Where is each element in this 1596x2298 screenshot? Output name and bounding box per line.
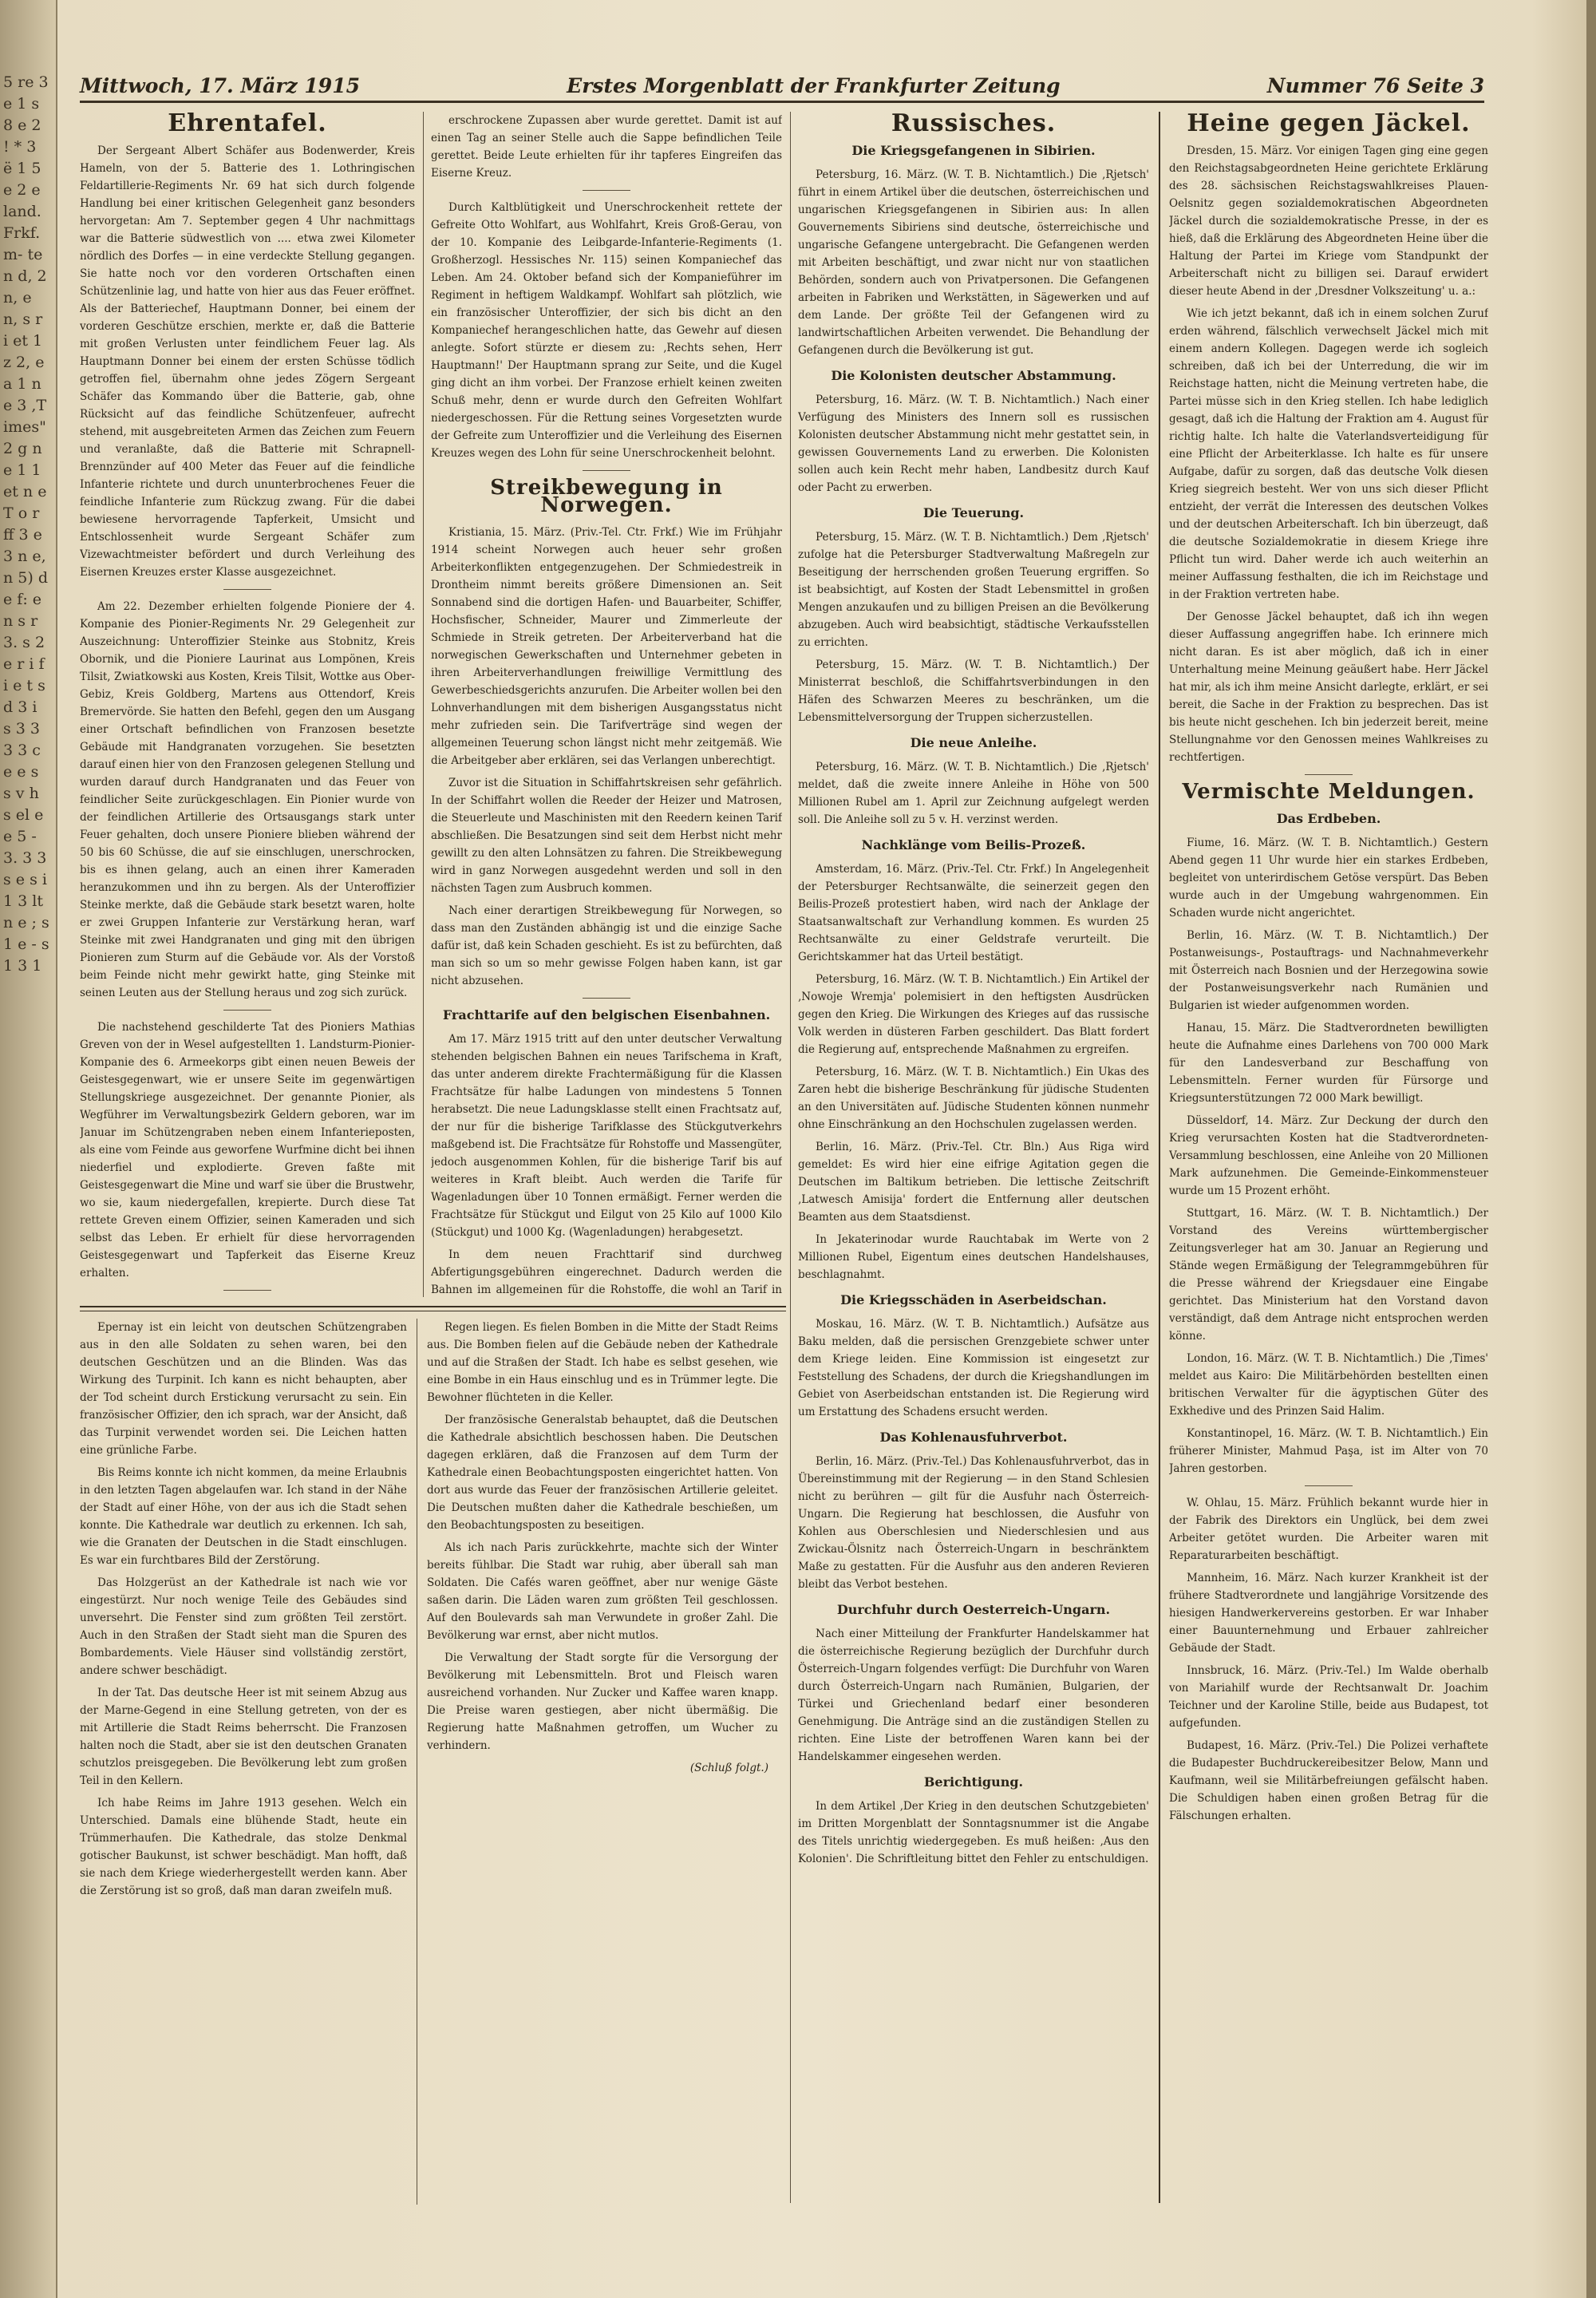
article-paragraph: Fiume, 16. März. (W. T. B. Nichtamtlich.) Gestern Abend gegen 11 Uhr wurde hier ein starkes Erdbeben, begleitet von unterirdischem Getöse verspürt. Das Beben wurde auch in der Umgebung wahrgenommen. Ein Schaden wurde nicht angerichtet. [1169,837,1488,920]
russisches-title: Russisches. [891,112,1057,137]
section-heading: Das Erdbeben. [1276,811,1381,826]
article-paragraph: London, 16. März. (W. T. B. Nichtamtlich.) Die ‚Times' meldet aus Kairo: Die Militärbehörden bestellten einen britischen Verwalter für die ägyptischen Güter des Exkhedive und des Prinzen Said Halim. [1169,1352,1488,1418]
article-paragraph: Der französische Generalstab behauptet, daß die Deutschen die Kathedrale absichtlich beschossen haben. Die Deutschen dagegen erklären, daß die Franzosen auf dem Turm der Kathedrale einen Beobachtungsposten eingerichtet hatten. Von dort aus wurde das Feuer der französischen Artillerie geleitet. Die Deutschen mußten daher die Kathedrale beschießen, um den Beobachtungsposten zu beseitigen. [427,1414,778,1532]
article-paragraph: Nach einer derartigen Streikbewegung für Norwegen, so dass man den Zuständen abhängig ist und die einzige Sache dafür ist, daß kein Schaden geschieht. Es ist zu befürchten, daß man sich so um so mehr gewisse Folgen haben kann, ist gar nicht abzusehen. [431,904,782,987]
article-paragraph: In der Tat. Das deutsche Heer ist mit seinem Abzug aus der Marne-Gegend in eine Stellung getreten, von der es mit Artillerie die Stadt Reims beherrscht. Die Franzosen halten noch die Stadt, aber sie ist den deutschen Granaten schutzlos preisgegeben. Die Bevölkerung lebt zum großen Teil in den Kellern. [80,1687,407,1787]
article-paragraph: In Jekaterinodar wurde Rauchtabak im Werte von 2 Millionen Rubel, Eigentum eines deutschen Handelshauses, beschlagnahmt. [798,1233,1149,1281]
article-paragraph: Die nachstehend geschilderte Tat des Pioniers Mathias Greven von der in Wesel aufgestellten 1. Landsturm-Pionier-Kompanie des 6. Armeekorps gibt einen neuen Beweis der Geistesgegenwart, wie er unsere Seite im gegenwärtigen Stellungskriege ausgezeichnet. Der genannte Pionier, als Wegführer im Verwaltungsbezirk Geldern geboren, war im Januar im Schützengraben neben einem Infanterieposten, als eine vom Feinde aus geworfene Wurfmine dicht bei ihnen niederfiel und explodierte. Greven faßte mit Geistesgegenwart die Mine und warf sie über die Brustwehr, wo sie, kaum niedergefallen, krepierte. Durch diese Tat rettete Greven einem Offizier, seinen Kameraden und sich selbst das Leben. Er erhielt für diese hervorragenden Geistesgegenwart und Tapferkeit das Eiserne Kreuz erhalten. [80,1021,415,1280]
article-paragraph: Berlin, 16. März. (Priv.-Tel. Ctr. Bln.) Aus Riga wird gemeldet: Es wird hier eine eifrige Agitation gegen die Deutschen im Baltikum betrieben. Die lettische Zeitschrift ‚Latwesch Amisija' fordert die Entfernung aller deutschen Beamten aus dem Staatsdienst. [798,1141,1149,1224]
article-paragraph: Düsseldorf, 14. März. Zur Deckung der durch den Krieg verursachten Kosten hat die Stadtverordneten-Versammlung beschlossen, eine Anleihe von 20 Millionen Mark aufzunehmen. Die Gemeinde-Einkommensteuer wurde um 15 Prozent erhöht. [1169,1114,1488,1197]
page-header [80,67,1484,103]
article-paragraph: Hanau, 15. März. Die Stadtverordneten bewilligten heute die Aufnahme eines Darlehens von 700 000 Mark für den Landesverband zur Beschaffung von Lebensmitteln. Ferner wurden für Fürsorge und Kriegsunterstützungen 72 000 Mark bewilligt. [1169,1022,1488,1105]
article-paragraph: Bis Reims konnte ich nicht kommen, da meine Erlaubnis in den letzten Tagen abgelaufen war. Ich stand in der Nähe der Stadt auf einer Höhe, von der aus ich die Stadt sehen konnte. Die Kathedrale war deutlich zu erkennen. Ich sah, wie die Granaten der Deutschen in die Stadt einschlugen. Es war ein furchtbares Bild der Zerstörung. [80,1466,407,1567]
header-number: Nummer 76 Seite 3 [1266,74,1484,97]
page-edge [1586,0,1596,2298]
article-paragraph: Kristiania, 15. März. (Priv.-Tel. Ctr. Frkf.) Wie im Frühjahr 1914 scheint Norwegen auch heuer sehr großen Arbeiterkonflikten entgegenzugehen. Der Schmiedestreik in Drontheim nimmt bereits größere Dimensionen an. Seit Sonnabend sind die dortigen Hafen- und Bauarbeiter, Schiffer, Hochsfischer, Schneider, Maurer und Zimmerleute der Schmiede in Streik getreten. Der Arbeiterverband hat die norwegischen Gewerkschaften und Unternehmer gebeten in ihren Arbeiterverhandlungen freiwillige Vermittlung des Gewerbeschiedsgerichts anzurufen. Die Arbeiter wollen bei den Lohnverhandlungen mit dem bisherigen Ausgangsstatus nicht mehr zufrieden sein. Die Tarifverträge sind wegen der allgemeinen Teuerung schon längst nicht mehr zeitgemäß. Wie die Arbeitgeber aber erklären, sei das Verlangen unberechtigt. [431,526,782,767]
article-paragraph: Am 22. Dezember erhielten folgende Pioniere der 4. Kompanie des Pionier-Regiments Nr. 29 Gelegenheit zur Auszeichnung: Unteroffizier Steinke aus Stobnitz, Kreis Obornik, und die Pioniere Laurinat aus Lompönen, Kreis Tilsit, Zwiatkowski aus Kosten, Kreis Tilsit, Wottke aus Ober-Gebiz, Kreis Goldberg, Martens aus Ottendorf, Kreis Bremervörde. Sie hatten den Befehl, gegen den um Ausgang einer Ortschaft befindlichen von Franzosen besetzte Gebäude mit Handgranaten vorzugehen. Sie besetzten darauf einen hier von den Franzosen gelegenen Stellung und wurden darauf durch Handgranaten und das Feuer von feindlicher Seite zurückgeschlagen. Ein Pionier wurde von der feindlichen Artillerie des Ortsausgangs stark unter Feuer gehalten, doch unsere Pioniere blieben während der 50 bis 60 Schüsse, die auf sie einschlugen, unerschrocken, bis es ihnen gelang, auch an einen ihrer Kameraden heranzukommen und ihn zu bergen. Als der Unteroffizier Steinke merkte, daß die Gebäude stark besetzt waren, holte er zwei Gruppen Infanterie zur Verstärkung heran, warf Steinke mit zwei Handgranaten und ging mit den übrigen Pionieren zum Sturm auf die Gebäude vor. Als der Vorstoß beim Feinde nicht mehr gewirkt hatte, ging Steinke mit seinen Leuten aus der Stellung heraus und zog sich zurück. [80,600,415,999]
header-edition: Erstes Morgenblatt der Frankfurter Zeitung [567,74,1061,97]
column-russisches [798,112,1149,2203]
article-paragraph: Zuvor ist die Situation in Schiffahrtskreisen sehr gefährlich. In der Schiffahrt wollen die Reeder der Heizer und Matrosen, die Steuerleute und Maschinisten mit den Reedern keinen Tarif abschließen. Die Besatzungen sind seit dem Herbst nicht mehr gewillt zu den alten Lohnsätzen zu fahren. Die Streikbewegung wird in ganz Norwegen ausgedehnt werden und soll in den nächsten Tagen zum Ausbruch kommen. [431,777,782,895]
section-heading: Berichtigung. [923,1774,1024,1790]
article-paragraph: Epernay ist ein leicht von deutschen Schützengraben aus in den alle Soldaten zu sehen waren, bei den deutschen Geschützen und an die Blinden. Was das Wirkung des Turpinit. Ich kann es nicht behaupten, aber der Tod scheint durch Erstickung verursacht zu sein. Ein französischer Offizier, den ich sprach, war der Ansicht, daß das Turpinit verwendet worden sei. Die Leichen hatten eine grünliche Farbe. [80,1321,407,1457]
heine-title: Heine gegen Jäckel. [1187,112,1471,137]
article-paragraph: Durch Kaltblütigkeit und Unerschrockenheit rettete der Gefreite Otto Wohlfart, aus Wohlfahrt, Kreis Groß-Gerau, von der 10. Kompanie des Leibgarde-Infanterie-Regiments (1. Großherzogl. Hessisches Nr. 115) seinen Kompaniechef das Leben. Am 24. Oktober befand sich der Kompanieführer im Regiment in heftigem Waldkampf. Wohlfart sah plötzlich, wie ein französischer Unteroffizier, der sich bis dicht an den Kompaniechef herangeschlichen hatte, das Gewehr auf diesen anlegte. Sofort stürzte er diesem zu: ‚Rechts sehen, Herr Hauptmann!' Der Hauptmann sprang zur Seite, und die Kugel ging dicht an ihm vorbei. Der Franzose erhielt keinen zweiten Schuß mehr, denn er wurde durch den Gefreiten Wohlfart niedergeschossen. Für die Rettung seines Vorgesetzten wurde der Gefreite zum Unteroffizier und die Verleihung des Eisernen Kreuzes wegen des Lohn für seine Unerschrockenheit belohnt. [431,201,782,460]
article-paragraph: Moskau, 16. März. (W. T. B. Nichtamtlich.) Aufsätze aus Baku melden, daß die persischen Grenzgebiete schwer unter dem Kriege leiden. Eine Kommission ist eingesetzt zur Feststellung des Schadens, der durch die Kriegshandlungen im Gebiet von Aserbeidschan entstanden ist. Die Regierung wird um Erstattung des Schadens ersucht werden. [798,1318,1149,1418]
article-paragraph: Der Genosse Jäckel behauptet, daß ich ihn wegen dieser Auffassung angegriffen habe. Ich erinnere mich nicht daran. Es ist aber möglich, daß ich in einer Unterhaltung meine Meinung geäußert habe. Herr Jäckel hat mir, als ich ihm meine Ansicht darlegte, erklärt, er sei bereit, die Sache in der Fraktion zu besprechen. Das ist bis heute nicht geschehen. Ich bin jederzeit bereit, meine Stellungnahme vor den Genossen meines Wahlkreises zu rechtfertigen. [1169,611,1488,764]
column-rule [790,112,791,2203]
continuation-note: (Schluß folgt.) [689,1762,768,1774]
article-paragraph: Nach einer Mitteilung der Frankfurter Handelskammer hat die österreichische Regierung bezüglich der Durchfuhr durch Österreich-Ungarn folgendes verfügt: Die Durchfuhr von Waren durch Österreich-Ungarn nach Rumänien, Bulgarien, der Türkei und Griechenland bedarf einer besonderen Genehmigung. Die Anträge sind an die zuständigen Stellen zu richten. Eine Liste der betroffenen Waren kann bei der Handelskammer eingesehen werden. [798,1628,1149,1763]
separator [1305,774,1353,775]
separator [223,1290,271,1291]
article-paragraph: Budapest, 16. März. (Priv.-Tel.) Die Polizei verhaftete die Budapester Buchdruckereibesitzer Below, Mann und Kaufmann, weil sie Militärbefreiungen gefälscht haben. Die Schuldigen haben einen großen Betrag für die Fälschungen erhalten. [1169,1739,1488,1822]
binding-strip [0,0,57,2298]
frachttarife-title: Frachttarife auf den belgischen Eisenbahnen. [442,1007,771,1022]
section-heading: Die neue Anleihe. [910,735,1037,750]
article-paragraph: Berlin, 16. März. (W. T. B. Nichtamtlich.) Der Postanweisungs-, Postauftrags- und Nachnahmeverkehr mit Österreich nach Bosnien und der Herzegowina sowie der Postanweisungsverkehr nach Rumänien und Bulgarien ist wieder aufgenommen worden. [1169,929,1488,1012]
ehrentafel-title: Ehrentafel. [168,112,327,137]
streik-title: Streikbewegung in Norwegen. [490,476,723,517]
article-paragraph: W. Ohlau, 15. März. Frühlich bekannt wurde hier in der Fabrik des Direktors ein Unglück, bei dem zwei Arbeiter getötet wurden. Die Arbeiter waren mit Reparaturarbeiten beschäftigt. [1169,1497,1488,1562]
column-rule [423,112,424,1297]
article-paragraph: Regen liegen. Es fielen Bomben in die Mitte der Stadt Reims aus. Die Bomben fielen auf die Gebäude neben der Kathedrale und auf die Straßen der Stadt. Ich habe es selbst gesehen, wie eine Bombe in ein Haus einschlug und es in Trümmer legte. Die Bewohner flüchteten in die Keller. [427,1321,778,1404]
article-paragraph: erschrockene Zupassen aber wurde gerettet. Damit ist auf einen Tag an seiner Stelle auch die Sappe befindlichen Teile gerettet. Beide Leute erhielten für ihr tapferes Eingreifen das Eiserne Kreuz. [431,114,782,180]
article-paragraph: Petersburg, 15. März. (W. T. B. Nichtamtlich.) Der Ministerrat beschloß, die Schiffahrtsverbindungen in den Häfen des Schwarzen Meeres zu beschränken, um die Lebensmittelversorgung der Truppen sicherzustellen. [798,659,1149,724]
header-date: Mittwoch, 17. März 1915 [80,74,360,97]
article-paragraph: Konstantinopel, 16. März. (W. T. B. Nichtamtlich.) Ein früherer Minister, Mahmud Paşa, ist im Alter von 70 Jahren gestorben. [1169,1427,1488,1475]
article-paragraph: Petersburg, 16. März. (W. T. B. Nichtamtlich.) Ein Artikel der ‚Nowoje Wremja' polemisiert in den heftigsten Ausdrücken gegen den Krieg. Die Wirkungen des Krieges auf das russische Volk werden in düsteren Farben geschildert. Das Blatt fordert die Regierung auf, entsprechende Maßnahmen zu ergreifen. [798,973,1149,1056]
article-paragraph: Dresden, 15. März. Vor einigen Tagen ging eine gegen den Reichstagsabgeordneten Heine gerichtete Erklärung des 28. sächsischen Reichstagswahlkreises Plauen-Oelsnitz gegen sozialdemokratischen Abgeordneten Jäckel durch die sozialdemokratische Presse, in der es hieß, daß die Erklärung des Abgeordneten Heine über die Haltung der Partei im Kriege vom Standpunkt der Arbeiterschaft nicht zu billigen sei. Darauf erwidert dieser heute Abend in der ‚Dresdner Volkszeitung' u. a.: [1169,144,1488,298]
column-heine [1169,112,1488,2203]
column-streik [431,112,782,1297]
separator [223,589,271,590]
article-paragraph: Petersburg, 16. März. (W. T. B. Nichtamtlich.) Ein Ukas des Zaren hebt die bisherige Beschränkung für jüdische Studenten an den Universitäten auf. Jüdische Studenten können nunmehr ohne Einschränkung an den Hochschulen zugelassen werden. [798,1066,1149,1131]
section-heading: Das Kohlenausfuhrverbot. [879,1430,1068,1445]
feuilleton-left [80,1319,407,2205]
section-heading: Die Kriegsgefangenen in Sibirien. [851,143,1096,158]
section-heading: Durchfuhr durch Oesterreich-Ungarn. [836,1602,1111,1617]
article-paragraph: Mannheim, 16. März. Nach kurzer Krankheit ist der frühere Stadtverordnete und langjährige Vorsitzende des hiesigen Handwerkervereins gestorben. Er war Inhaber einer Bauunternehmung und Erbauer zahlreicher Gebäude der Stadt. [1169,1572,1488,1655]
feuilleton-right [427,1319,778,2205]
article-paragraph: In dem neuen Frachttarif sind durchweg Abfertigungsgebühren eingerechnet. Dadurch werden die Bahnen im allgemeinen für die Rohstoffe, die wohl an Tarif in [431,1248,782,1296]
article-paragraph: Ich habe Reims im Jahre 1913 gesehen. Welch ein Unterschied. Damals eine blühende Stadt, heute ein Trümmerhaufen. Die Kathedrale, das stolze Denkmal gotischer Baukunst, ist schwer beschädigt. Man hofft, daß sie nach dem Kriege wiederhergestellt werden kann. Aber die Zerstörung ist so groß, daß man daran zweifeln muß. [80,1797,407,1897]
article-paragraph: Berlin, 16. März. (Priv.-Tel.) Das Kohlenausfuhrverbot, das in Übereinstimmung mit der Regierung — in den Stand Schlesien nicht zu berühren — gilt für die Ausfuhr nach Österreich-Ungarn. Die Regierung hat beschlossen, die Ausfuhr von Kohlen aus Oberschlesien und Niederschlesien und aus Zwickau-Ölsnitz nach Österreich-Ungarn in beschränktem Maße zu gestatten. Für die Ausfuhr aus den anderen Revieren bleibt das Verbot bestehen. [798,1455,1149,1591]
article-paragraph: Petersburg, 16. März. (W. T. B. Nichtamtlich.) Nach einer Verfügung des Ministers des Innern soll es russischen Kolonisten deutscher Abstammung nicht mehr gestattet sein, in gewissen Gouvernements Land zu erwerben. Die Kolonisten sollen auch kein Recht mehr haben, Landbesitz durch Kauf oder Pacht zu erwerben. [798,394,1149,494]
vermischte-title: Vermischte Meldungen. [1182,780,1476,804]
section-heading: Die Teuerung. [922,505,1025,520]
article-paragraph: Die Verwaltung der Stadt sorgte für die Versorgung der Bevölkerung mit Lebensmitteln. Brot und Fleisch waren ausreichend vorhanden. Nur Zucker und Kaffee waren knapp. Die Preise waren gestiegen, aber nicht übermäßig. Die Regierung hatte Maßnahmen getroffen, um Wucher zu verhindern. [427,1651,778,1752]
article-paragraph: Der Sergeant Albert Schäfer aus Bodenwerder, Kreis Hameln, von der 5. Batterie des 1. Lothringischen Feldartillerie-Regiments Nr. 69 hat sich durch folgende Handlung bei einer kritischen Gelegenheit ganz besonders hervorgetan: Am 7. September gegen 4 Uhr nachmittags war die Batterie südwestlich von .... etwa zwei Kilometer nördlich des Dorfes — in eine verdeckte Stellung gegangen. Sie hatte noch vor den vorderen Ortschaften einen Schützenlinie lag, und hatte von hier aus das Feuer eröffnet. Als der Batteriechef, Hauptmann Donner, bei einem der vorderen Geschütze erschien, merkte er, daß die Batterie mit großen Verlusten unter feindlichem Feuer lag. Als Hauptmann Donner bei einem der ersten Schüsse tödlich getroffen fiel, übernahm ohne jedes Zögern Sergeant Schäfer das Kommando über die Batterie, gab, ohne Rücksicht auf das feindliche Schützenfeuer, aufrecht stehend, mit ausgebreiteten Armen das Zeichen zum Feuern und veranlaßte, daß die Batterie mit Schrapnell-Brennzünder auf 400 Meter das Feuer auf die feindliche Infanterie richtete und durch ununterbrochenes Feuer die feindliche Infanterie zum Rückzug zwang. Für die dabei bewiesene hervorragende Tapferkeit, Umsicht und Entschlossenheit wurde Sergeant Schäfer zum Vizewachtmeister befördert und durch Verleihung des Eisernen Kreuzes erster Klasse ausgezeichnet. [80,144,415,579]
article-paragraph: In dem Artikel ‚Der Krieg in den deutschen Schutzgebieten' im Dritten Morgenblatt der Sonntagsnummer ist die Angabe des Titels unrichtig wiedergegeben. Es muß heißen: ‚Aus den Kolonien'. Die Schriftleitung bittet den Fehler zu entschuldigen. [798,1800,1149,1865]
article-paragraph: Petersburg, 16. März. (W. T. B. Nichtamtlich.) Die ‚Rjetsch' führt in einem Artikel über die deutschen, österreichischen und ungarischen Kriegsgefangenen in Sibirien aus: In allen Gouvernements Sibiriens sind deutsche, österreichische und ungarische Gefangene untergebracht. Die Gefangenen werden mit Arbeiten beschäftigt, und zwar nicht nur von staatlichen Behörden, sondern auch von Privatpersonen. Die Gefangenen arbeiten in Fabriken und Werkstätten, in Sägewerken und auf dem Lande. Der größte Teil der Gefangenen wird zu landwirtschaftlichen Arbeiten verwendet. Die Behandlung der Gefangenen durch die Bevölkerung ist gut. [798,168,1149,357]
article-paragraph: Petersburg, 15. März. (W. T. B. Nichtamtlich.) Dem ‚Rjetsch' zufolge hat die Petersburger Stadtverwaltung Maßregeln zur Beseitigung der herrschenden großen Teuerung ergriffen. So ist beabsichtigt, auf Kosten der Stadt Lebensmittel in großen Mengen anzukaufen und zu billigen Preisen an die Bevölkerung abzugeben. Auch wird beabsichtigt, städtische Verkaufsstellen zu errichten. [798,531,1149,649]
article-paragraph: Innsbruck, 16. März. (Priv.-Tel.) Im Walde oberhalb von Mariahilf wurde der Rechtsanwalt Dr. Joachim Teichner und der Karoline Stille, beide aus Budapest, tot aufgefunden. [1169,1664,1488,1730]
separator [583,998,630,999]
section-heading: Die Kriegsschäden in Aserbeidschan. [840,1292,1107,1307]
feuilleton-rule [80,1306,786,1307]
column-rule [1159,112,1160,2203]
article-paragraph: Wie ich jetzt bekannt, daß ich in einem solchen Zuruf erden während, fälschlich verwechselt Jäckel mich mit einem andern Kollegen. Dagegen werde ich sogleich schreiben, daß ich bei der Unterredung, die wir im Reichstage hatten, nicht die Meinung vertreten habe, die Partei müsse sich in den Krieg stellen. Ich habe lediglich gesagt, daß ich die Haltung der Fraktion am 4. August für richtig halte. Ich halte die Vaterlandsverteidigung für eine Pflicht der Arbeiterklasse. Ich halte es für unsere Aufgabe, dafür zu sorgen, daß das deutsche Volk diesen Krieg siegreich besteht. Wer von uns sich dieser Pflicht entzieht, der verrät die Interessen des deutschen Volkes und der deutschen Arbeiterschaft. Ich bin überzeugt, daß die deutsche Sozialdemokratie in diesem Kriege ihre Pflicht tun wird. Daher werde ich auch weiterhin an meiner Auffassung festhalten, die ich im Reichstage und in der Fraktion vertreten habe. [1169,307,1488,601]
section-heading: Die Kolonisten deutscher Abstammung. [831,368,1116,383]
article-paragraph: Am 17. März 1915 tritt auf den unter deutscher Verwaltung stehenden belgischen Bahnen ein neues Tarifschema in Kraft, das unter anderem direkte Frachtermäßigung für die Klassen Frachtsätze für halbe Ladungen von mindestens 5 Tonnen herabsetzt. Die neue Ladungsklasse stellt einen Frachtsatz auf, der nur für die bisherige Tarifklasse des Stückgutverkehrs maßgebend ist. Die Frachtsätze für Rohstoffe und Massengüter, jedoch ausgenommen Kohlen, für die bisherige Tarif bis auf weiteres in Kraft bleibt. Auch werden die Tarife für Wagenladungen über 10 Tonnen ermäßigt. Ferner werden die Frachtsätze für Stückgut und Eilgut von 25 Kilo auf 1000 Kilo (Stückgut) und 1000 Kg. (Wagenladungen) herabgesetzt. [431,1033,782,1239]
article-paragraph: Stuttgart, 16. März. (W. T. B. Nichtamtlich.) Der Vorstand des Vereins württembergischer Zeitungsverleger hat am 30. Januar an Regierung und Stände wegen Ermäßigung der Telegrammgebühren für die Presse während der Kriegsdauer eine Eingabe gerichtet. Das Ministerium hat den Vorstand davon verständigt, daß dem Antrage nicht entsprochen werden könne. [1169,1207,1488,1343]
section-heading: Nachklänge vom Beilis-Prozeß. [861,837,1086,852]
article-paragraph: Das Holzgerüst an der Kathedrale ist nach wie vor eingestürzt. Nur noch wenige Teile des Gebäudes sind unversehrt. Die Fenster sind zum größten Teil zerstört. Auch in den Straßen der Stadt sieht man die Spuren des Bombardements. Viele Häuser sind vollständig zerstört, andere schwer beschädigt. [80,1576,407,1677]
binding-fragment-text: 5 re 3 e 1 s 8 e 2 ! * 3 ë 1 5 e 2 e land. Frkf. m- ten d, 2 n, e n, s r i et 1 z 2, e a 1 n e 3 ,Times" 2 g n e 1 1 et n e T o r ff 3 e 3 n e, n 5) de f: e n s r 3. s 2 e r i f i e t s d 3 i s 3 3 3 3 c e e s s v h s el e e 5 - 3. 3 3 s e s i 1 3 lt n e ; s 1 e - s 1 3 1 [3,73,49,975]
separator [583,470,630,471]
article-paragraph: Als ich nach Paris zurückkehrte, machte sich der Winter bereits fühlbar. Die Stadt war ruhig, aber überall sah man Soldaten. Die Cafés waren geöffnet, aber nur wenige Gäste saßen darin. Die Läden waren zum größten Teil geschlossen. Auf den Boulevards sah man Verwundete in großer Zahl. Die Bevölkerung war ernst, aber nicht mutlos. [427,1541,778,1642]
separator [583,190,630,191]
separator [223,1010,271,1011]
separator [1305,1485,1353,1486]
article-paragraph: Petersburg, 16. März. (W. T. B. Nichtamtlich.) Die ‚Rjetsch' meldet, daß die zweite innere Anleihe in Höhe von 500 Millionen Rubel am 1. April zur Zeichnung aufgelegt werden soll. Die Anleihe soll zu 5 v. H. verzinst werden. [798,761,1149,826]
column-ehrentafel [80,112,415,1297]
article-paragraph: Amsterdam, 16. März. (Priv.-Tel. Ctr. Frkf.) In Angelegenheit der Petersburger Rechtsanwälte, die seinerzeit gegen den Beilis-Prozeß protestiert haben, wird nach der Anklage der Staatsanwaltschaft zur Verhandlung kommen. Es wurden 25 Rechtsanwälte zu einer Geldstrafe verurteilt. Die Gerichtskammer hat das Urteil bestätigt. [798,863,1149,963]
